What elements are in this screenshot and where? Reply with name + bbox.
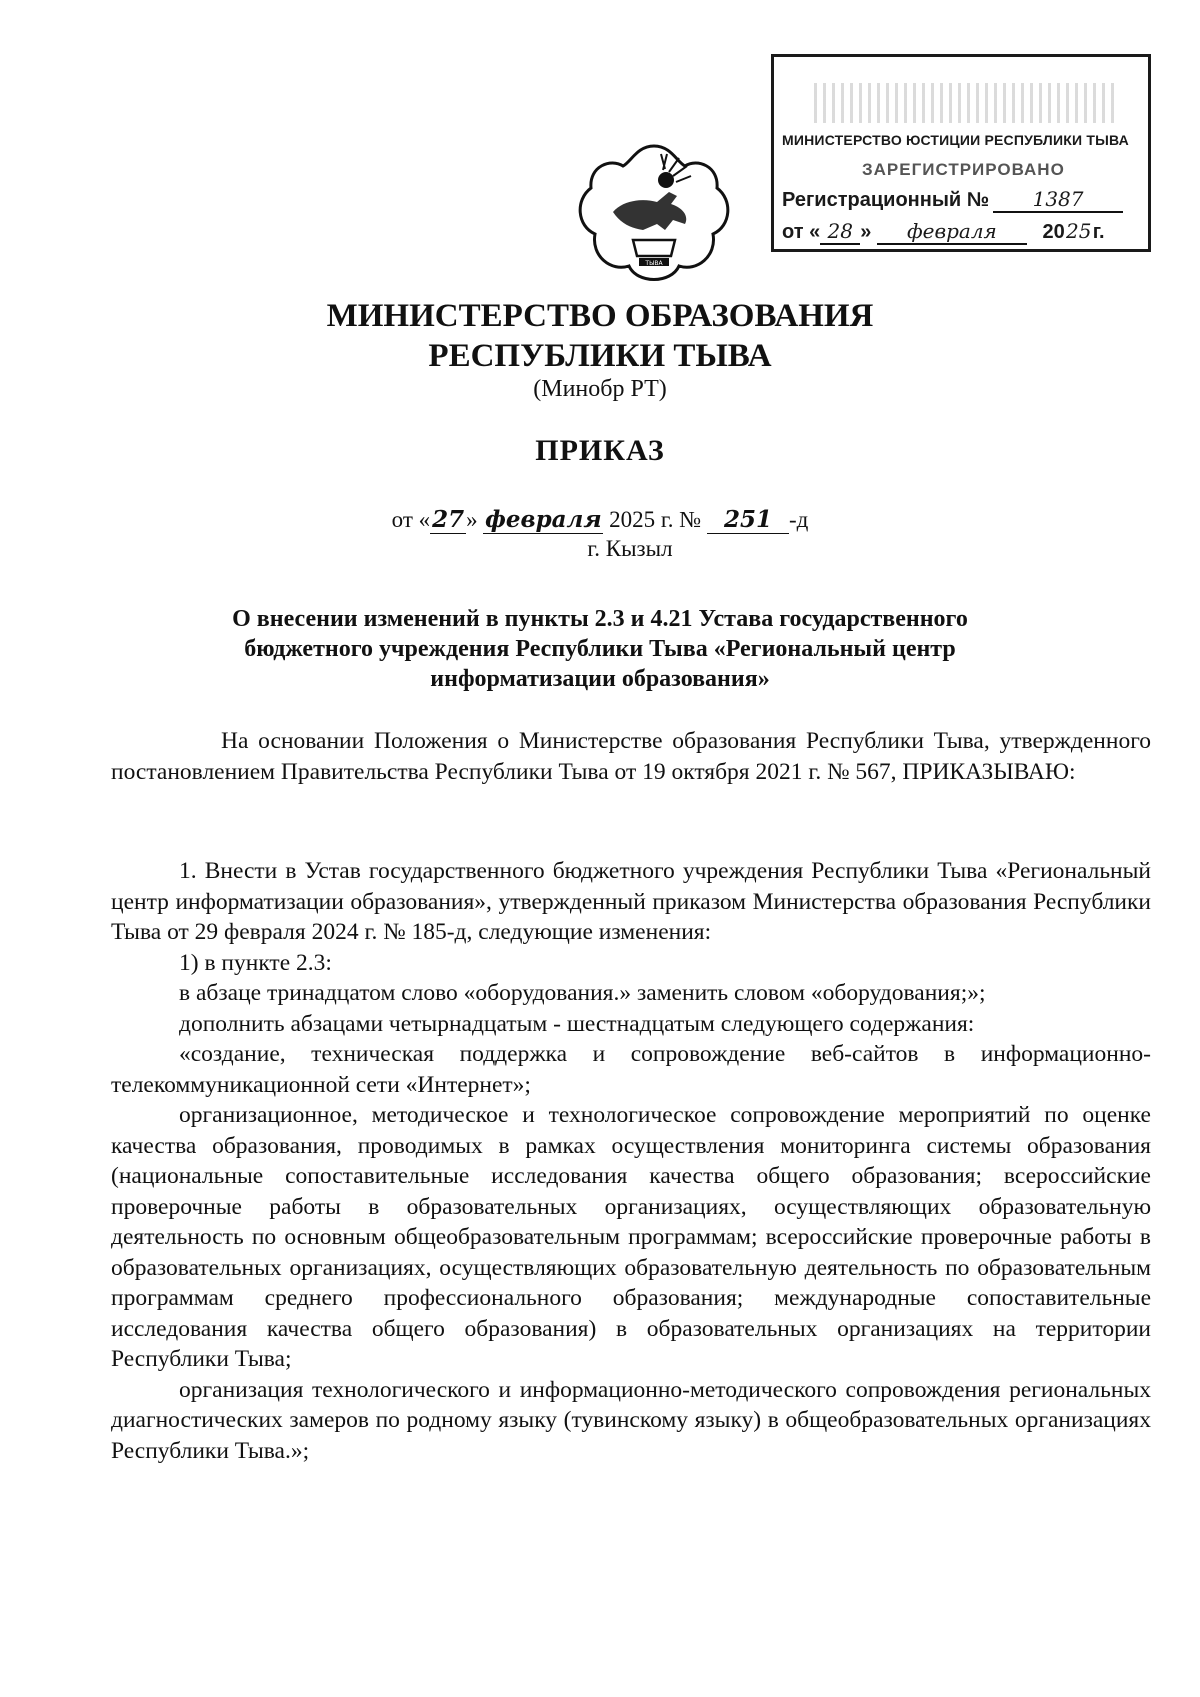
- ministry-title-line1: МИНИСТЕРСТВО ОБРАЗОВАНИЯ: [326, 298, 874, 334]
- stamp-ministry: МИНИСТЕРСТВО ЮСТИЦИИ РЕСПУБЛИКИ ТЫВА: [782, 132, 1129, 148]
- stamp-date-line: [782, 219, 1105, 245]
- stamp-reg-number: 1387: [993, 187, 1123, 213]
- stamp-reg-label: Регистрационный №: [782, 189, 990, 211]
- order-day: 27: [432, 506, 465, 533]
- sub1-paragraph: 1) в пункте 2.3:: [179, 949, 332, 976]
- stamp-date-year-prefix: 20: [1042, 221, 1065, 243]
- order-number: 251: [707, 506, 789, 534]
- subject-line3: информатизации образования»: [430, 666, 770, 692]
- sub1b-paragraph: дополнить абзацами четырнадцатым - шестнадцатым следующего содержания:: [179, 1010, 975, 1037]
- order-month: февраля: [485, 506, 602, 533]
- quote2-paragraph: организационное, методическое и технологическое сопровождение мероприятий по оценке качества образования, проводимых в рамках осуществления мониторинга системы образования (национальные сопоставительные исследования качества общего образования; всероссийские проверочные работы в образовательных организациях, осуществляющих образовательную деятельность по основным общеобразовательным программам; всероссийские проверочные работы в образовательных организациях, осуществляющих образовательную деятельность по образовательным программам среднего профессионального образования; международные сопоставительные исследования качества общего образования) в образовательных организациях на территории Республики Тыва;: [111, 1102, 1151, 1372]
- order-date-number: [0, 506, 1200, 534]
- item1-block: [111, 856, 1151, 1466]
- stamp-date-mid: »: [860, 221, 872, 243]
- preamble-block: [111, 726, 1151, 787]
- stamp-seal-smudge: [814, 83, 1114, 123]
- subject-line2: бюджетного учреждения Республики Тыва «Региональный центр: [244, 636, 956, 662]
- order-city: г. Кызыл: [587, 536, 673, 561]
- registration-stamp: [771, 54, 1151, 252]
- order-suffix: -д: [788, 507, 809, 532]
- document-type: ПРИКАЗ: [535, 434, 665, 467]
- ministry-title-line2: РЕСПУБЛИКИ ТЫВА: [428, 338, 772, 374]
- order-year: 2025 г. №: [609, 507, 702, 532]
- stamp-date-g: г.: [1092, 221, 1105, 243]
- item1-paragraph: 1. Внести в Устав государственного бюджетного учреждения Республики Тыва «Региональный центр информатизации образования», утвержденный приказом Министерства образования Республики Тыва от 29 февраля 2024 г. № 185-д, следующие изменения:: [111, 858, 1151, 945]
- preamble-paragraph: На основании Положения о Министерстве образования Республики Тыва, утвержденного постановлением Правительства Республики Тыва от 19 октября 2021 г. № 567, ПРИКАЗЫВАЮ:: [111, 728, 1151, 785]
- ministry-title: [0, 296, 1200, 376]
- stamp-status: ЗАРЕГИСТРИРОВАНО: [862, 160, 1065, 179]
- emblem-label: ТЫВА: [645, 260, 663, 267]
- subject-line1: О внесении изменений в пункты 2.3 и 4.21 Устава государственного: [232, 606, 968, 632]
- stamp-date-prefix: от «: [782, 221, 821, 243]
- quote3-paragraph: организация технологического и информационно-методического сопровождения региональных диагностических замеров по родному языку (тувинскому языку) в общеобразовательных организациях Республики Тыва.»;: [111, 1376, 1151, 1464]
- stamp-date-day: 28: [820, 219, 860, 245]
- stamp-date-month: февраля: [877, 219, 1027, 245]
- sub1a-paragraph: в абзаце тринадцатом слово «оборудования.» заменить словом «оборудования;»;: [179, 980, 986, 1006]
- stamp-reg-line: [782, 187, 1123, 213]
- ministry-abbreviation: (Минобр РТ): [533, 376, 667, 402]
- tuva-emblem-icon: [573, 140, 735, 290]
- order-prefix: от «: [391, 507, 431, 532]
- quote1-paragraph: «создание, техническая поддержка и сопровождение веб-сайтов в информационно-телекоммуникационной сети «Интернет»;: [111, 1041, 1151, 1098]
- order-subject: [0, 604, 1200, 694]
- order-mid: »: [466, 507, 478, 532]
- stamp-date-year-suffix: 25: [1065, 219, 1092, 243]
